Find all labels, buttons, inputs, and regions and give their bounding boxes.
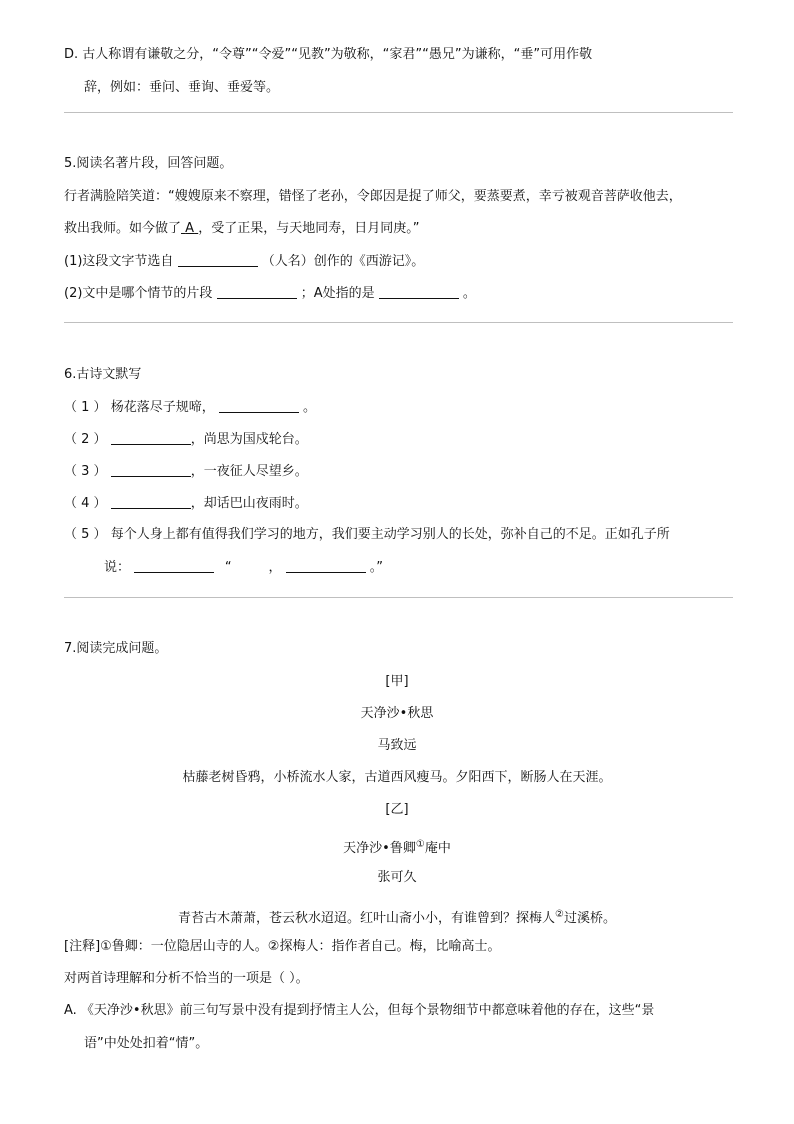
q5-passage-line2 bbox=[64, 220, 419, 238]
footnote-marker: ② bbox=[555, 909, 564, 920]
q6-item-text: 。 bbox=[302, 400, 316, 415]
poem1-tag: [甲] bbox=[385, 674, 409, 689]
q6-item-num: （ 4 ） bbox=[64, 496, 107, 511]
q7-title: 7.阅读完成问题。 bbox=[64, 641, 168, 656]
poem1-author: 马致远 bbox=[377, 738, 417, 753]
poem2-author: 张可久 bbox=[377, 870, 417, 885]
q5-sub2-text-a: (2)文中是哪个情节的片段 bbox=[64, 286, 213, 301]
divider bbox=[64, 597, 733, 598]
q7-option-a-line1: A. 《天净沙•秋思》前三句写景中没有提到抒情主人公，但每个景物细节中都意味着他的存在，这些“景 bbox=[64, 1003, 655, 1018]
q6-item-5-blank-1[interactable] bbox=[134, 558, 214, 573]
poem1-text: 枯藤老树昏鸦，小桥流水人家，古道西风瘦马。夕阳西下，断肠人在天涯。 bbox=[182, 770, 612, 785]
poem2-title: 天净沙•鲁卿①庵中 bbox=[0, 836, 794, 858]
q5-passage-text-b: ，受了正果，与天地同寿，日月同庚。” bbox=[198, 221, 420, 236]
q6-item-5-line2 bbox=[104, 558, 383, 577]
poem2-tag: [乙] bbox=[385, 802, 409, 817]
q5-sub2-text-c: 。 bbox=[462, 286, 476, 301]
q4-option-d-line2: 辞，例如：垂问、垂询、垂爱等。 bbox=[84, 80, 280, 95]
divider bbox=[64, 322, 733, 323]
q6-item-4 bbox=[64, 494, 308, 513]
q5-sub1 bbox=[64, 252, 424, 271]
q6-item-text: ，尚思为国戍轮台。 bbox=[190, 432, 308, 447]
q5-plot-blank[interactable] bbox=[217, 284, 297, 299]
q7-option-a-line2: 语”中处处扣着“情”。 bbox=[84, 1036, 209, 1051]
q5-author-blank[interactable] bbox=[178, 252, 258, 267]
q6-item-3-blank[interactable] bbox=[111, 462, 191, 477]
q6-item-5-line1 bbox=[64, 526, 670, 544]
q6-item-3 bbox=[64, 462, 308, 481]
q6-item-text: 说： bbox=[104, 560, 131, 575]
q6-item-num: （ 1 ） bbox=[64, 400, 107, 415]
q6-item-text: ，一夜征人尽望乡。 bbox=[190, 464, 308, 479]
q5-a-blank[interactable] bbox=[379, 284, 459, 299]
q7-question: 对两首诗理解和分析不恰当的一项是（ ）。 bbox=[64, 971, 309, 986]
q5-sub1-text-b: （人名）创作的《西游记》。 bbox=[261, 254, 425, 269]
q6-item-text: 杨花落尽子规啼， bbox=[110, 400, 215, 415]
q5-title: 5.阅读名著片段，回答问题。 bbox=[64, 156, 233, 171]
q7-annotation: [注释]①鲁卿：一位隐居山寺的人。②探梅人：指作者自己。梅，比喻高士。 bbox=[64, 939, 501, 954]
q6-item-num: （ 2 ） bbox=[64, 432, 107, 447]
q6-item-text: ，却话巴山夜雨时。 bbox=[190, 496, 308, 511]
q5-sub2 bbox=[64, 284, 476, 303]
q6-item-4-blank[interactable] bbox=[111, 494, 191, 509]
q5-sub1-text-a: (1)这段文字节选自 bbox=[64, 254, 174, 269]
q6-item-num: （ 3 ） bbox=[64, 464, 107, 479]
q5-passage-text-a: 救出我师。如今做了 bbox=[64, 221, 182, 236]
q6-quote-open: “ bbox=[224, 560, 232, 575]
q6-item-num: （ 5 ） bbox=[64, 527, 107, 542]
divider bbox=[64, 112, 733, 113]
footnote-marker: ① bbox=[415, 839, 425, 850]
q6-item-5-blank-2[interactable] bbox=[286, 558, 366, 573]
q5-passage-line1: 行者满脸陪笑道：“嫂嫂原来不察理，错怪了老孙，令郎因是捉了师父，要蒸要煮，幸亏被观音菩萨收他去， bbox=[64, 189, 682, 204]
q6-item-text: 每个人身上都有值得我们学习的地方，我们要主动学习别人的长处，弥补自己的不足。正如孔子所 bbox=[110, 527, 670, 542]
q6-item-1 bbox=[64, 398, 316, 417]
q5-mark-a: A bbox=[185, 221, 195, 236]
q4-option-d-line1: D. 古人称谓有谦敬之分，“令尊”“令爱”“见教”为敬称，“家君”“愚兄”为谦称，“垂”可用作敬 bbox=[64, 47, 593, 62]
q6-comma: ， bbox=[268, 560, 282, 575]
q5-sub2-text-b: ；A处指的是 bbox=[300, 286, 375, 301]
q6-item-1-blank[interactable] bbox=[219, 398, 299, 413]
q6-title: 6.古诗文默写 bbox=[64, 367, 142, 382]
q6-quote-close: 。” bbox=[369, 560, 383, 575]
poem1-title: 天净沙•秋思 bbox=[360, 706, 434, 721]
q6-item-2 bbox=[64, 430, 308, 449]
poem2-text: 青苔古木萧萧，苍云秋水迢迢。红叶山斋小小，有谁曾到？探梅人②过溪桥。 bbox=[0, 906, 794, 928]
q6-item-2-blank[interactable] bbox=[111, 430, 191, 445]
